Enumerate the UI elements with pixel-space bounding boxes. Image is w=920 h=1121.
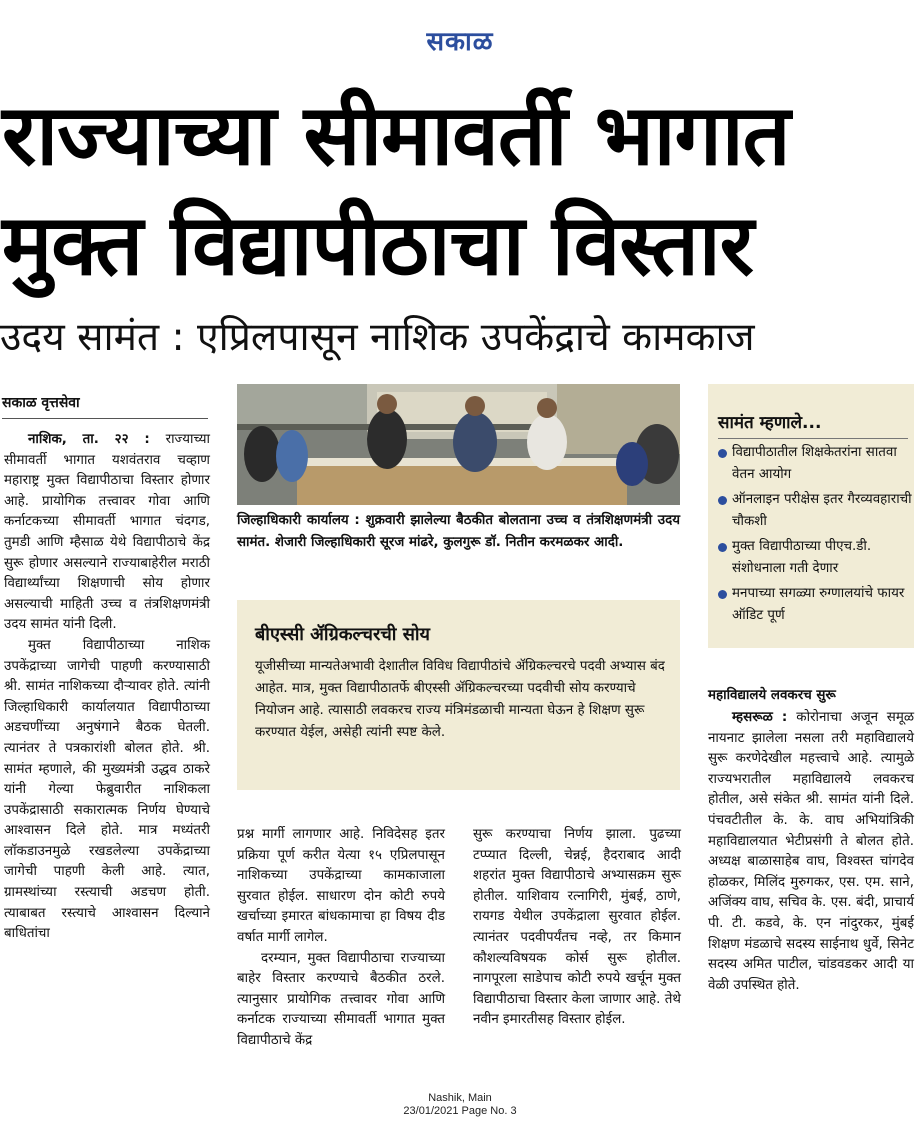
- subheadline: उदय सामंत : एप्रिलपासून नाशिक उपकेंद्राचे कामकाज: [0, 315, 755, 360]
- headline-line-1: राज्याच्या सीमावर्ती भागात: [2, 86, 790, 184]
- colleges-heading: महाविद्यालये लवकरच सुरू: [708, 688, 836, 703]
- article-column-1: [4, 430, 210, 945]
- list-item: विद्यापीठातील शिक्षकेतरांना सातवा वेतन आयोग: [718, 442, 912, 485]
- list-item: मनपाच्या सगळ्या रुग्णालयांचे फायर ऑडिट पूर्ण: [718, 583, 912, 626]
- edition-label: Nashik, Main: [428, 1092, 492, 1104]
- paragraph: राज्याच्या सीमावर्ती भागात यशवंतराव चव्हाण महाराष्ट्र मुक्त विद्यापीठाचा विस्तार होणार आहे. प्रायोगिक तत्त्वावर गोवा आणि कर्नाटकच्या सीमावर्ती भागात चंदगड, तुमडी आणि म्हैसाळ येथे विद्यापीठाचे केंद्र सुरू होणार असल्याने राज्याबाहेरील मराठी विद्यार्थ्यांच्या शिक्षणाची सोय होणार असल्याची माहिती उच्च व तंत्रशिक्षणमंत्री उदय सामंत यांनी दिली.: [4, 432, 210, 633]
- masthead-logo: सकाळ: [426, 27, 494, 57]
- photo-caption: जिल्हाधिकारी कार्यालय : शुक्रवारी झालेल्या बैठकीत बोलताना उच्च व तंत्रशिक्षणमंत्री उदय सामंत. शेजारी जिल्हाधिकारी सूरज मांढरे, कुलगुरू डॉ. नितीन करमळकर आदी.: [237, 513, 680, 550]
- meeting-photo: [237, 384, 680, 505]
- byline: सकाळ वृत्तसेवा: [2, 393, 208, 419]
- paragraph: सुरू करण्याचा निर्णय झाला. पुढच्या टप्प्यात दिल्ली, चेन्नई, हैदराबाद आदी शहरांत मुक्त विद्यापीठाचे अभ्यासक्रम सुरू होतील. याशिवाय रत्नागिरी, मुंबई, ठाणे, रायगड येथील उपकेंद्राला सुरवात होईल. त्यानंतर पदवीपर्यंतच नव्हे, तर किमान कौशल्यविषयक कोर्स सुरू होतील. नागपूरला साडेपाच कोटी रुपये खर्चून मुक्त विद्यापीठाचा विस्तार केला जाणार आहे. तेथे नवीन इमारतीसह विस्तार होईल.: [473, 827, 681, 1028]
- quote-list: [718, 442, 912, 630]
- dateline-lead: म्हसरूळ :: [732, 710, 797, 725]
- date-page-label: 23/01/2021 Page No. 3: [403, 1105, 517, 1117]
- sidebox-title: सामंत म्हणाले...: [718, 413, 822, 433]
- divider: [718, 438, 908, 439]
- agriculture-box: [237, 600, 680, 790]
- box-title: बीएस्सी ॲग्रिकल्चरची सोय: [255, 624, 430, 645]
- paragraph: कोरोनाचा अजून समूळ नायनाट झालेला नसला तरी महाविद्यालये सुरू करणेदेखील महत्त्वाचे आहे. त्यामुळे राज्यभरातील महाविद्यालये लवकरच होतील, असे संकेत श्री. सामंत यांनी दिले. पंचवटीतील के. के. वाघ अभियांत्रिकी महाविद्यालयात भेटीप्रसंगी ते बोलत होते. अध्यक्ष बाळासाहेब वाघ, विश्वस्त चांगदेव होळकर, मिलिंद मुरुगकर, एस. एम. साने, अजिंक्य वाघ, सचिव के. एस. बंदी, प्राचार्य पी. टी. कडवे, के. एन नांदुरकर, मुंबई शिक्षण मंडळाचे सदस्य साईनाथ धुर्वे, सिनेट सदस्य अमित पाटील, चांडवडकर आदी या वेळी उपस्थित होते.: [708, 710, 915, 993]
- list-item: मुक्त विद्यापीठाच्या पीएच.डी. संशोधनाला गती देणार: [718, 536, 912, 579]
- page-footer: [0, 1092, 920, 1118]
- list-item: ऑनलाइन परीक्षेस इतर गैरव्यवहाराची चौकशी: [718, 489, 912, 532]
- dateline-lead: नाशिक, ता. २२ :: [28, 432, 166, 447]
- article-column-3: [473, 825, 681, 1031]
- samant-quotes-box: [708, 384, 914, 648]
- paragraph: मुक्त विद्यापीठाच्या नाशिक उपकेंद्राच्या जागेची पाहणी करण्यासाठी श्री. सामंत नाशिकच्या दौऱ्यावर होते. त्यांनी जिल्हाधिकारी कार्यालयात विद्यापीठाच्या अडचणींच्या अनुषंगाने बैठक घेतली. त्यानंतर ते पत्रकारांशी बोलत होते. श्री. सामंत म्हणाले, की मुख्यमंत्री उद्धव ठाकरे यांनी गेल्या फेब्रुवारीत नाशिकला उपकेंद्रासाठी सकारात्मक निर्णय घेण्याचे आश्वासन दिले होते. मात्र मध्यंतरी लॉकडाउनमुळे रखडलेल्या उपकेंद्राच्या जागेची पाहणी केली आहे. त्यात, ग्रामस्थांच्या रस्त्याची अडचण होती. त्याबाबत रस्त्याचे आश्वासन दिल्याने बाधितांचा: [4, 637, 210, 942]
- box-body: यूजीसीच्या मान्यतेअभावी देशातील विविध विद्यापीठांचे ॲग्रिकल्चरचे पदवी अभ्यास बंद आहेत. मात्र, मुक्त विद्यापीठातर्फे बीएस्सी ॲग्रिकल्चरच्या पदवीची सोय करण्याचे नियोजन आहे. त्यासाठी लवकरच राज्य मंत्रिमंडळाची मान्यता घेऊन हे शिक्षण सुरू करण्यात येईल, असेही त्यांनी स्पष्ट केले.: [255, 659, 665, 740]
- paragraph: प्रश्न मार्गी लागणार आहे. निविदेसह इतर प्रक्रिया पूर्ण करीत येत्या १५ एप्रिलपासून नाशिकच्या उपकेंद्राच्या कामकाजाला सुरवात होईल. साधारण दोन कोटी रुपये खर्चाच्या इमारत बांधकामाचा हा विषय दीड वर्षात मार्गी लागेल.: [237, 827, 445, 945]
- headline-line-2: मुक्त विद्यापीठाचा विस्तार: [2, 196, 754, 294]
- article-column-5: [708, 708, 914, 996]
- article-column-2: [237, 825, 445, 1052]
- paragraph: दरम्यान, मुक्त विद्यापीठाचा राज्याच्या बाहेर विस्तार करण्याचे बैठकीत ठरले. त्यानुसार प्रायोगिक तत्त्वावर गोवा आणि कर्नाटक राज्याच्या सीमावर्ती भागात मुक्त विद्यापीठाचे केंद्र: [237, 950, 445, 1048]
